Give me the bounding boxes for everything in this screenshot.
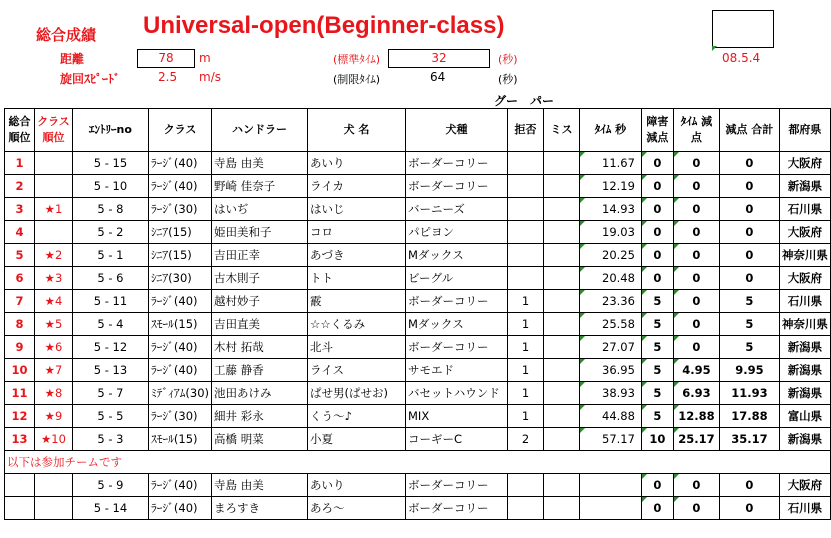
cell-entry-no: 5 - 4 (72, 313, 148, 336)
cell-total-penalty: 17.88 (719, 405, 779, 428)
table-row (5, 359, 831, 382)
cell-breed: ボーダーコリー (406, 152, 508, 175)
cell-breed: ビーグル (406, 267, 508, 290)
cell-class-rank (34, 221, 72, 244)
cell-prefecture: 神奈川県 (779, 244, 830, 267)
cell-time-sec (579, 474, 641, 497)
cell-total-penalty: 5 (719, 313, 779, 336)
table-row (5, 336, 831, 359)
cell-dog-name: あろ～ (308, 497, 406, 520)
cell-refusal: 1 (507, 382, 543, 405)
cell-obstacle-penalty: 5 (641, 290, 673, 313)
cell-time-penalty: 0 (673, 336, 719, 359)
cell-prefecture: 富山県 (779, 405, 830, 428)
cell-time-sec: 12.19 (579, 175, 641, 198)
cell-handler: 古木則子 (212, 267, 308, 290)
cell-total-penalty: 0 (719, 221, 779, 244)
cell-class: ｽﾓｰﾙ(15) (148, 313, 211, 336)
cell-entry-no: 5 - 13 (72, 359, 148, 382)
cell-handler: 高橋 明菜 (212, 428, 308, 451)
table-row (5, 290, 831, 313)
cell-class: ﾗｰｼﾞ(40) (148, 175, 211, 198)
cell-dog-name: 小夏 (308, 428, 406, 451)
cell-refusal (507, 221, 543, 244)
table-row (5, 267, 831, 290)
cell-miss (543, 405, 579, 428)
table-row (5, 152, 831, 175)
cell-obstacle-penalty: 0 (641, 497, 673, 520)
header-handler: ハンドラー (212, 109, 308, 152)
cell-prefecture: 石川県 (779, 198, 830, 221)
cell-class-rank: ★2 (34, 244, 72, 267)
cell-handler: 池田あけみ (212, 382, 308, 405)
cell-dog-name: 霰 (308, 290, 406, 313)
cell-class-rank: ★9 (34, 405, 72, 428)
cell-breed: バセットハウンド (406, 382, 508, 405)
cell-entry-no: 5 - 7 (72, 382, 148, 405)
distance-unit: m (199, 51, 211, 65)
cell-obstacle-penalty: 5 (641, 405, 673, 428)
header-entry-no: ｴﾝﾄﾘｰno (72, 109, 148, 152)
std-time-value: 32 (388, 49, 490, 68)
cell-overall-rank: 6 (5, 267, 35, 290)
cell-breed: ボーダーコリー (406, 175, 508, 198)
cell-entry-no: 5 - 12 (72, 336, 148, 359)
cell-refusal: 2 (507, 428, 543, 451)
cell-time-penalty: 12.88 (673, 405, 719, 428)
cell-total-penalty: 0 (719, 267, 779, 290)
cell-total-penalty: 9.95 (719, 359, 779, 382)
header-overall-rank: 総合 順位 (5, 109, 35, 152)
cell-dog-name: ぱせ男(ぱせお) (308, 382, 406, 405)
cell-handler: 工藤 静香 (212, 359, 308, 382)
cell-prefecture: 大阪府 (779, 221, 830, 244)
cell-miss (543, 474, 579, 497)
cell-prefecture: 神奈川県 (779, 313, 830, 336)
cell-class-rank: ★3 (34, 267, 72, 290)
date-box (712, 10, 774, 48)
note-text: 以下は参加チームです (5, 451, 831, 474)
cell-class: ﾗｰｼﾞ(40) (148, 336, 211, 359)
cell-entry-no: 5 - 1 (72, 244, 148, 267)
cell-dog-name: ライス (308, 359, 406, 382)
cell-class: ｼﾆｱ(30) (148, 267, 211, 290)
cell-refusal: 1 (507, 336, 543, 359)
cell-total-penalty: 5 (719, 290, 779, 313)
cell-class: ﾗｰｼﾞ(40) (148, 359, 211, 382)
cell-breed: ボーダーコリー (406, 336, 508, 359)
table-row (5, 221, 831, 244)
cell-class-rank: ★1 (34, 198, 72, 221)
cell-miss (543, 428, 579, 451)
cell-time-sec: 44.88 (579, 405, 641, 428)
speed-label: 旋回ｽﾋﾟｰﾄﾞ (60, 72, 121, 86)
cell-total-penalty: 0 (719, 244, 779, 267)
cell-handler: 越村妙子 (212, 290, 308, 313)
cell-breed: ボーダーコリー (406, 497, 508, 520)
note-row (5, 451, 831, 474)
cell-breed: バーニーズ (406, 198, 508, 221)
cell-class-rank (34, 497, 72, 520)
table-row (5, 497, 831, 520)
cell-time-sec: 57.17 (579, 428, 641, 451)
cell-refusal (507, 175, 543, 198)
header-obstacle-penalty: 障害 減点 (641, 109, 673, 152)
cell-handler: まろすき (212, 497, 308, 520)
cell-total-penalty: 0 (719, 152, 779, 175)
header-class-rank: クラス 順位 (34, 109, 72, 152)
std-time-unit: (秒) (498, 53, 518, 66)
cell-time-penalty: 25.17 (673, 428, 719, 451)
cell-prefecture: 新潟県 (779, 382, 830, 405)
cell-obstacle-penalty: 0 (641, 198, 673, 221)
cell-refusal (507, 474, 543, 497)
cell-class-rank: ★5 (34, 313, 72, 336)
cell-dog-name: あいり (308, 152, 406, 175)
cell-miss (543, 382, 579, 405)
cell-refusal: 1 (507, 290, 543, 313)
cell-overall-rank: 7 (5, 290, 35, 313)
cell-miss (543, 152, 579, 175)
cell-handler: 細井 彩永 (212, 405, 308, 428)
cell-entry-no: 5 - 3 (72, 428, 148, 451)
header-breed: 犬種 (406, 109, 508, 152)
cell-breed: パピヨン (406, 221, 508, 244)
cell-time-sec: 11.67 (579, 152, 641, 175)
cell-handler: 寺島 由美 (212, 474, 308, 497)
cell-dog-name: トト (308, 267, 406, 290)
cell-overall-rank: 4 (5, 221, 35, 244)
results-table (4, 108, 831, 520)
cell-class-rank (34, 152, 72, 175)
cell-class-rank: ★10 (34, 428, 72, 451)
header-miss: ミス (543, 109, 579, 152)
cell-total-penalty: 0 (719, 474, 779, 497)
cell-obstacle-penalty: 0 (641, 267, 673, 290)
header-total-penalty: 減点 合計 (719, 109, 779, 152)
cell-entry-no: 5 - 6 (72, 267, 148, 290)
cell-miss (543, 244, 579, 267)
cell-refusal (507, 198, 543, 221)
cell-total-penalty: 0 (719, 198, 779, 221)
cell-overall-rank (5, 474, 35, 497)
cell-dog-name: ライカ (308, 175, 406, 198)
cell-total-penalty: 5 (719, 336, 779, 359)
cell-time-penalty: 0 (673, 474, 719, 497)
table-row (5, 244, 831, 267)
cell-time-sec: 38.93 (579, 382, 641, 405)
group-label: グー パー (494, 94, 555, 108)
cell-time-sec (579, 497, 641, 520)
cell-handler: 姫田美和子 (212, 221, 308, 244)
cell-class-rank: ★8 (34, 382, 72, 405)
cell-refusal: 1 (507, 405, 543, 428)
cell-class: ﾗｰｼﾞ(30) (148, 405, 211, 428)
cell-class-rank (34, 175, 72, 198)
cell-dog-name: あいり (308, 474, 406, 497)
distance-value: 78 (137, 49, 195, 68)
cell-time-penalty: 0 (673, 198, 719, 221)
cell-overall-rank: 8 (5, 313, 35, 336)
date-text: 08.5.4 (722, 51, 761, 65)
cell-total-penalty: 0 (719, 497, 779, 520)
cell-breed: ボーダーコリー (406, 474, 508, 497)
event-title: Universal-open(Beginner-class) (143, 12, 505, 39)
cell-overall-rank: 10 (5, 359, 35, 382)
cell-breed: MIX (406, 405, 508, 428)
cell-prefecture: 新潟県 (779, 428, 830, 451)
cell-class: ｼﾆｱ(15) (148, 221, 211, 244)
cell-overall-rank: 5 (5, 244, 35, 267)
cell-obstacle-penalty: 5 (641, 382, 673, 405)
cell-breed: Mダックス (406, 313, 508, 336)
cell-time-penalty: 0 (673, 267, 719, 290)
header-prefecture: 都府県 (779, 109, 830, 152)
limit-time-value: 64 (430, 70, 446, 84)
cell-total-penalty: 35.17 (719, 428, 779, 451)
cell-obstacle-penalty: 0 (641, 474, 673, 497)
cell-class: ﾗｰｼﾞ(40) (148, 474, 211, 497)
header-dog-name: 犬 名 (308, 109, 406, 152)
cell-miss (543, 336, 579, 359)
cell-time-sec: 19.03 (579, 221, 641, 244)
cell-time-penalty: 0 (673, 152, 719, 175)
table-row (5, 175, 831, 198)
cell-overall-rank: 2 (5, 175, 35, 198)
cell-time-sec: 36.95 (579, 359, 641, 382)
header-class: クラス (148, 109, 211, 152)
cell-refusal (507, 497, 543, 520)
cell-overall-rank: 1 (5, 152, 35, 175)
cell-prefecture: 新潟県 (779, 336, 830, 359)
cell-time-sec: 20.48 (579, 267, 641, 290)
cell-prefecture: 新潟県 (779, 359, 830, 382)
date-corner-marker (712, 46, 718, 52)
limit-time-unit: (秒) (498, 73, 518, 86)
cell-prefecture: 大阪府 (779, 474, 830, 497)
table-row (5, 428, 831, 451)
cell-dog-name: あづき (308, 244, 406, 267)
cell-obstacle-penalty: 5 (641, 336, 673, 359)
cell-miss (543, 198, 579, 221)
cell-class: ﾗｰｼﾞ(40) (148, 290, 211, 313)
cell-dog-name: くう～♪ (308, 405, 406, 428)
cell-breed: サモエド (406, 359, 508, 382)
cell-miss (543, 175, 579, 198)
cell-time-sec: 25.58 (579, 313, 641, 336)
cell-obstacle-penalty: 0 (641, 175, 673, 198)
cell-prefecture: 石川県 (779, 290, 830, 313)
cell-class: ｼﾆｱ(15) (148, 244, 211, 267)
distance-label: 距離 (60, 52, 85, 66)
cell-refusal (507, 267, 543, 290)
cell-entry-no: 5 - 11 (72, 290, 148, 313)
cell-obstacle-penalty: 0 (641, 221, 673, 244)
cell-overall-rank: 9 (5, 336, 35, 359)
cell-obstacle-penalty: 10 (641, 428, 673, 451)
cell-time-penalty: 4.95 (673, 359, 719, 382)
cell-handler: 野崎 佳奈子 (212, 175, 308, 198)
cell-entry-no: 5 - 5 (72, 405, 148, 428)
cell-handler: 木村 拓哉 (212, 336, 308, 359)
cell-prefecture: 大阪府 (779, 152, 830, 175)
cell-prefecture: 石川県 (779, 497, 830, 520)
cell-entry-no: 5 - 10 (72, 175, 148, 198)
section-title: 総合成績 (36, 26, 97, 44)
cell-breed: Mダックス (406, 244, 508, 267)
cell-time-penalty: 0 (673, 221, 719, 244)
cell-class: ﾗｰｼﾞ(40) (148, 497, 211, 520)
cell-obstacle-penalty: 0 (641, 244, 673, 267)
cell-prefecture: 大阪府 (779, 267, 830, 290)
cell-time-penalty: 0 (673, 244, 719, 267)
table-row (5, 405, 831, 428)
cell-miss (543, 267, 579, 290)
cell-class: ｽﾓｰﾙ(15) (148, 428, 211, 451)
cell-refusal (507, 152, 543, 175)
cell-handler: 寺島 由美 (212, 152, 308, 175)
cell-entry-no: 5 - 14 (72, 497, 148, 520)
table-row (5, 313, 831, 336)
cell-overall-rank: 11 (5, 382, 35, 405)
cell-prefecture: 新潟県 (779, 175, 830, 198)
std-time-label: (標準ﾀｲﾑ) (333, 53, 381, 66)
cell-entry-no: 5 - 15 (72, 152, 148, 175)
cell-handler: はいぢ (212, 198, 308, 221)
cell-class: ﾐﾃﾞｨｱﾑ(30) (148, 382, 211, 405)
table-row (5, 382, 831, 405)
header-refusal: 拒否 (507, 109, 543, 152)
limit-time-label: (制限ﾀｲﾑ) (333, 73, 381, 86)
cell-obstacle-penalty: 0 (641, 152, 673, 175)
cell-time-penalty: 0 (673, 313, 719, 336)
cell-dog-name: はいじ (308, 198, 406, 221)
cell-entry-no: 5 - 8 (72, 198, 148, 221)
table-row (5, 198, 831, 221)
cell-obstacle-penalty: 5 (641, 359, 673, 382)
cell-class-rank: ★6 (34, 336, 72, 359)
header-time-sec: ﾀｲﾑ 秒 (579, 109, 641, 152)
cell-total-penalty: 11.93 (719, 382, 779, 405)
cell-refusal: 1 (507, 359, 543, 382)
cell-class-rank: ★7 (34, 359, 72, 382)
cell-overall-rank: 12 (5, 405, 35, 428)
cell-time-penalty: 0 (673, 175, 719, 198)
cell-overall-rank (5, 497, 35, 520)
cell-dog-name: ☆☆くるみ (308, 313, 406, 336)
cell-entry-no: 5 - 9 (72, 474, 148, 497)
cell-class: ﾗｰｼﾞ(40) (148, 152, 211, 175)
cell-handler: 吉田直美 (212, 313, 308, 336)
cell-obstacle-penalty: 5 (641, 313, 673, 336)
cell-dog-name: コロ (308, 221, 406, 244)
cell-refusal: 1 (507, 313, 543, 336)
cell-miss (543, 359, 579, 382)
cell-dog-name: 北斗 (308, 336, 406, 359)
cell-time-sec: 14.93 (579, 198, 641, 221)
cell-time-penalty: 0 (673, 290, 719, 313)
cell-entry-no: 5 - 2 (72, 221, 148, 244)
cell-time-sec: 27.07 (579, 336, 641, 359)
cell-time-penalty: 6.93 (673, 382, 719, 405)
cell-refusal (507, 244, 543, 267)
cell-miss (543, 290, 579, 313)
cell-time-sec: 20.25 (579, 244, 641, 267)
cell-miss (543, 313, 579, 336)
cell-time-penalty: 0 (673, 497, 719, 520)
header-time-penalty: ﾀｲﾑ 減 点 (673, 109, 719, 152)
cell-overall-rank: 3 (5, 198, 35, 221)
cell-miss (543, 221, 579, 244)
cell-breed: ボーダーコリー (406, 290, 508, 313)
cell-total-penalty: 0 (719, 175, 779, 198)
table-row (5, 474, 831, 497)
table-header-row (5, 109, 831, 152)
cell-handler: 吉田正幸 (212, 244, 308, 267)
cell-class: ﾗｰｼﾞ(30) (148, 198, 211, 221)
cell-overall-rank: 13 (5, 428, 35, 451)
cell-time-sec: 23.36 (579, 290, 641, 313)
speed-value: 2.5 (158, 70, 178, 84)
cell-class-rank: ★4 (34, 290, 72, 313)
speed-unit: m/s (199, 70, 221, 84)
cell-class-rank (34, 474, 72, 497)
cell-miss (543, 497, 579, 520)
cell-breed: コーギーC (406, 428, 508, 451)
